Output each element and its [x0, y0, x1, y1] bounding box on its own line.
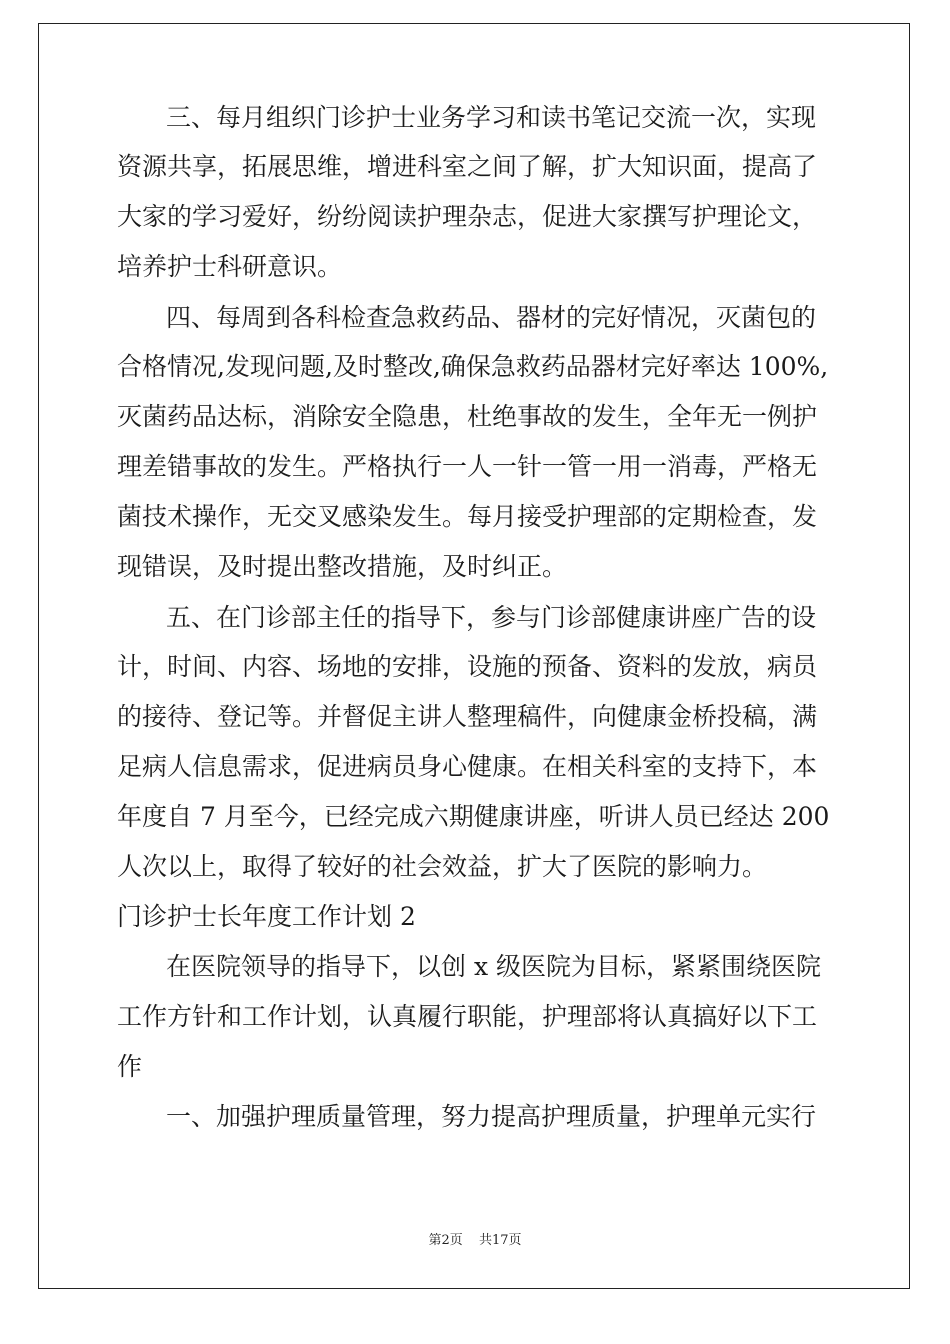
paragraph-line: 计，时间、内容、场地的安排，设施的预备、资料的发放，病员: [117, 652, 818, 681]
paragraph-line: 四、每周到各科检查急救药品、器材的完好情况，灭菌包的: [166, 303, 817, 332]
paragraph-line: 年度自 7 月至今，已经完成六期健康讲座，听讲人员已经达 200: [117, 802, 830, 831]
paragraph-line: 五、在门诊部主任的指导下，参与门诊部健康讲座广告的设: [166, 603, 817, 632]
paragraph-line: 工作方针和工作计划，认真履行职能，护理部将认真搞好以下工: [117, 1002, 818, 1031]
paragraph-line: 的接待、登记等。并督促主讲人整理稿件，向健康金桥投稿，满: [117, 702, 818, 731]
paragraph-line: 灭菌药品达标，消除安全隐患，杜绝事故的发生，全年无一例护: [117, 402, 818, 431]
paragraph-line: 培养护士科研意识。: [117, 252, 343, 281]
paragraph-line: 合格情况,发现问题,及时整改,确保急救药品器材完好率达 100%,: [117, 352, 829, 381]
paragraph-line: 作: [117, 1052, 143, 1081]
page-footer: [0, 1233, 950, 1249]
page-total: 共17页: [478, 1233, 522, 1248]
paragraph-line: 资源共享，拓展思维，增进科室之间了解，扩大知识面，提高了: [117, 152, 818, 181]
paragraph-line: 大家的学习爱好，纷纷阅读护理杂志，促进大家撰写护理论文，: [117, 202, 818, 231]
paragraph-line: 一、加强护理质量管理，努力提高护理质量，护理单元实行: [166, 1102, 817, 1131]
paragraph-line: 菌技术操作，无交叉感染发生。每月接受护理部的定期检查，发: [117, 502, 818, 531]
paragraph-line: 足病人信息需求，促进病员身心健康。在相关科室的支持下，本: [117, 752, 818, 781]
paragraph-line: 人次以上，取得了较好的社会效益，扩大了医院的影响力。: [117, 852, 768, 881]
page-number: 第2页: [428, 1233, 463, 1248]
paragraph-line: 理差错事故的发生。严格执行一人一针一管一用一消毒，严格无: [117, 452, 818, 481]
section-heading: 门诊护士长年度工作计划 2: [117, 902, 416, 931]
paragraph-line: 现错误，及时提出整改措施，及时纠正。: [117, 552, 568, 581]
paragraph-line: 在医院领导的指导下，以创 x 级医院为目标，紧紧围绕医院: [166, 952, 821, 981]
paragraph-line: 三、每月组织门诊护士业务学习和读书笔记交流一次，实现: [166, 103, 817, 132]
